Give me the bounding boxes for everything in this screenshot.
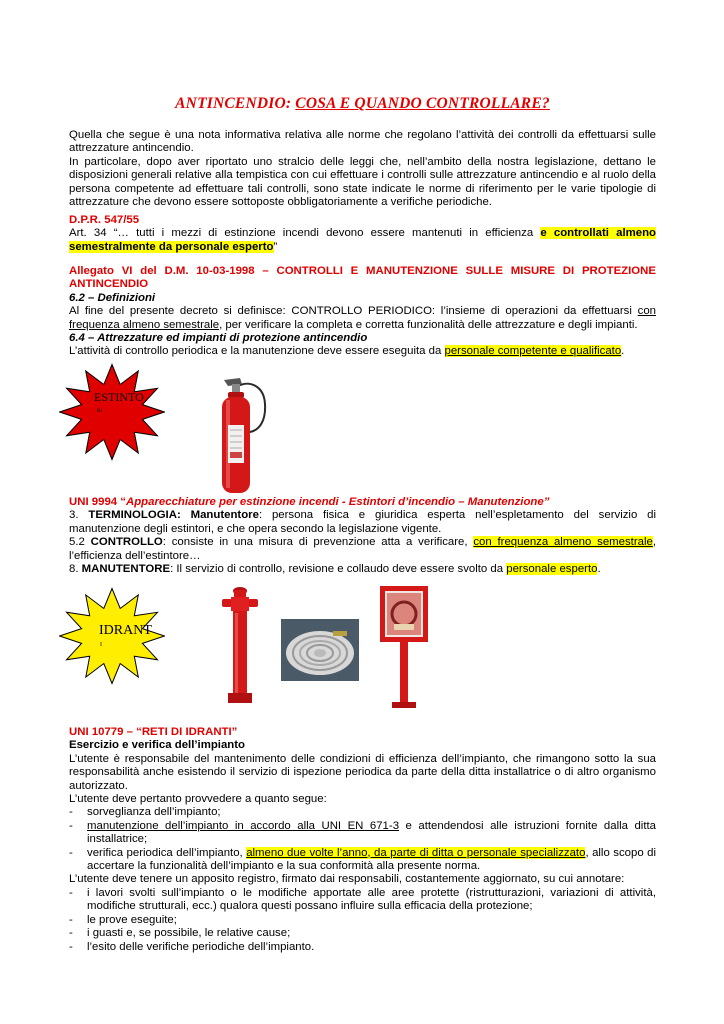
uni10779-section xyxy=(69,726,656,954)
uni10779-paragraph-1: L’utente è responsabile del mantenimento delle condizioni di efficienza dell’impianto, che rimangono sotto la sua responsabilità anche esistendo il servizio di ispezione periodica da parte della ditta installatrice o di altro organismo autorizzato. xyxy=(69,752,656,792)
hydrant-column-image xyxy=(218,585,262,713)
fire-hose-icon xyxy=(281,619,359,681)
dpr-text-end: ” xyxy=(273,240,278,253)
dpr-section xyxy=(69,214,656,254)
idranti-starburst xyxy=(59,586,165,686)
allegato-sub-definizioni: 6.2 – Definizioni xyxy=(69,291,156,304)
list-item-highlight: almeno due volte l’anno, da parte di ditta o personale specializzato xyxy=(246,846,586,859)
list-item-underline: manutenzione dell’impianto in accordo alla UNI EN 671-3 xyxy=(87,819,400,832)
uni9994-item-52-bold: CONTROLLO xyxy=(90,536,163,549)
allegato-paragraph-1 xyxy=(69,305,656,332)
uni9994-item-3-num: 3. xyxy=(69,509,89,522)
allegato-p1-a: Al fine del presente decreto si definisce: CONTROLLO PERIODICO: l’insieme di operazioni da effettuarsi xyxy=(69,305,638,318)
idranti-label-suffix: I xyxy=(100,642,102,648)
uni9994-item-52 xyxy=(69,536,656,563)
allegato-heading: Allegato VI del D.M. 10-03-1998 – CONTROLLI E MANUTENZIONE SULLE MISURE DI PROTEZIONE ANTINCENDIO xyxy=(69,265,656,291)
uni9994-item-8-num: 8. xyxy=(69,563,82,576)
fire-hose-image xyxy=(281,619,359,685)
list-item xyxy=(69,820,656,847)
hydrant-cabinet-image xyxy=(376,584,434,714)
uni10779-subheading: Esercizio e verifica dell’impianto xyxy=(69,739,245,752)
allegato-sub-attrezzature: 6.4 – Attrezzature ed impianti di protezione antincendio xyxy=(69,332,368,345)
intro-paragraph-1: Quella che segue è una nota informativa relativa alle norme che regolano l’attività dei controlli da effettuarsi sulle attrezzature antincendio. xyxy=(69,129,656,155)
uni9994-item-52-num: 5.2 xyxy=(69,536,91,549)
allegato-section xyxy=(69,265,656,359)
intro-section xyxy=(69,129,656,209)
uni9994-item-52-text: : consiste in una misura di prevenzione atta a verificare, xyxy=(162,536,474,549)
dpr-text-main: Art. 34 “… tutti i mezzi di estinzione incendi devono essere mantenuti in efficienza xyxy=(69,227,541,240)
dpr-highlight: e controllati almeno semestralmente da personale esperto xyxy=(69,227,656,253)
list-item xyxy=(69,847,656,874)
allegato-p1-b: , per verificare la completa e corretta funzionalità delle attrezzature e degli impianti. xyxy=(219,318,638,331)
uni9994-item-3 xyxy=(69,509,656,536)
allegato-paragraph-2 xyxy=(69,345,656,358)
allegato-p2-a: L’attività di controllo periodica e la manutenzione deve essere eseguita da xyxy=(69,345,445,358)
dpr-heading: D.P.R. 547/55 xyxy=(69,214,140,226)
uni9994-section xyxy=(69,496,656,576)
list-item: - le prove eseguite; xyxy=(69,914,656,927)
allegato-p2-highlight: personale competente e qualificato xyxy=(444,345,622,358)
intro-paragraph-2: In particolare, dopo aver riportato uno stralcio delle leggi che, nell’ambito della nostra legislazione, dettano le disposizioni generali relative alla tempistica con cui effettuare i controlli sulle attrezzature antincendio e al ruolo della persona competente ad effettuare tali controlli, sono state indicate le norme di riferimento per le varie tipologie di attrezzature che devono essere sottoposte obbligatoriamente a verifiche periodiche. xyxy=(69,155,656,209)
list-item-text: e attendendosi alle istruzioni fornite dalla ditta installatrice; xyxy=(87,819,656,846)
uni10779-register-list xyxy=(69,887,656,954)
list-item-text-a: verifica periodica dell’impianto, xyxy=(87,846,247,859)
uni9994-item-52-highlight: con frequenza almeno semestrale xyxy=(473,536,653,549)
title-part2: COSA E QUANDO CONTROLLARE? xyxy=(295,95,550,112)
list-item: - i guasti e, se possibile, le relative cause; xyxy=(69,927,656,940)
uni10779-heading: UNI 10779 – “RETI DI IDRANTI” xyxy=(69,726,238,738)
uni9994-item-8 xyxy=(69,563,656,576)
allegato-p2-b: . xyxy=(621,345,625,358)
uni9994-item-8-text: : Il servizio di controllo, revisione e collaudo deve essere svolto da xyxy=(170,563,507,576)
uni9994-item-3-bold: TERMINOLOGIA: Manutentore xyxy=(88,509,259,522)
list-item: - l’esito delle verifiche periodiche dell’impianto. xyxy=(69,941,656,954)
allegato-p1-underline: con frequenza almeno semestrale xyxy=(69,305,656,331)
dpr-text xyxy=(69,227,656,254)
uni9994-item-52-end: , l’efficienza dell’estintore… xyxy=(69,536,657,562)
uni10779-paragraph-3: L’utente deve tenere un apposito registro, firmato dai responsabili, costantemente aggiornato, su cui annotare: xyxy=(69,873,625,886)
uni9994-item-8-highlight: personale esperto xyxy=(506,563,598,576)
estintori-starburst xyxy=(59,362,165,462)
uni9994-item-3-text: : persona fisica e giuridica esperta nell’espletamento del servizio di manutenzione degli estintori, e che opera secondo la legislazione vigente. xyxy=(69,509,657,535)
uni9994-heading xyxy=(69,496,656,509)
hydrant-column-icon xyxy=(218,585,262,709)
uni10779-paragraph-2: L’utente deve pertanto provvedere a quanto segue: xyxy=(69,793,327,806)
list-item: - i lavori svolti sull’impianto o le modifiche apportate alle aree protette (ristrutturazioni, variazioni di attività, modifiche strutturali, ecc.) qualora questi possano influire sulla efficacia della protezione; xyxy=(69,887,656,914)
uni10779-duties-list xyxy=(69,806,656,873)
uni9994-heading-b: Apparecchiature per estinzione incendi - Estintori d’incendio – Manutenzione” xyxy=(125,496,550,508)
fire-extinguisher-image xyxy=(210,370,272,500)
list-item-text-b: , allo scopo di accertare la funzionalità dell’impianto e la sua conformità alla presente norma. xyxy=(87,846,656,873)
hydrant-cabinet-icon xyxy=(376,584,434,710)
estintori-label: ESTINTO xyxy=(94,390,144,404)
estintori-label-suffix: RI xyxy=(97,409,102,414)
uni9994-heading-a: UNI 9994 “ xyxy=(69,496,126,508)
uni9994-item-8-end: . xyxy=(597,563,601,576)
title-part1: ANTINCENDIO: xyxy=(175,95,296,112)
idranti-label: IDRANT xyxy=(99,623,152,638)
list-item: - sorveglianza dell’impianto; xyxy=(69,806,656,819)
starburst-red-shape xyxy=(59,362,165,462)
uni9994-item-8-bold: MANUTENTORE xyxy=(81,563,171,576)
page-title xyxy=(69,97,656,110)
fire-extinguisher-icon xyxy=(210,370,272,496)
